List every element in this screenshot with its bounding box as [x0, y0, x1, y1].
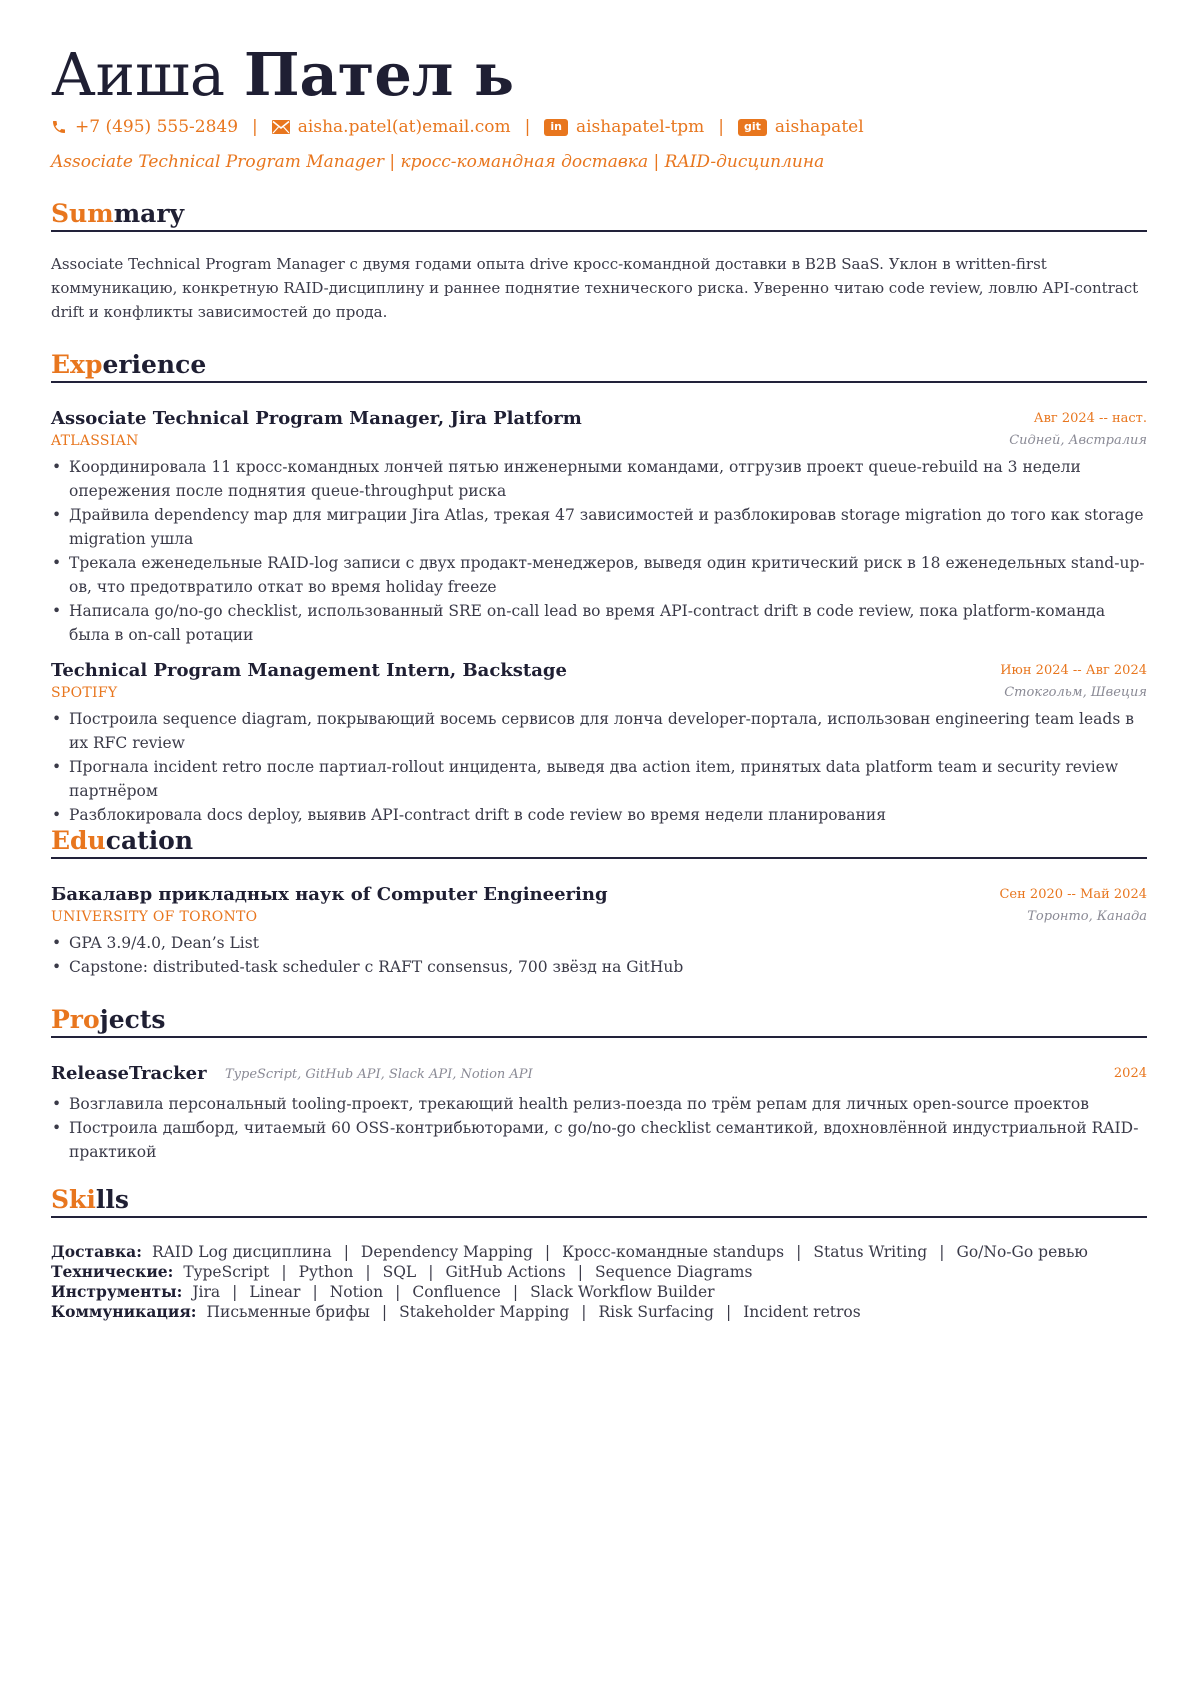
skill-item: Slack Workflow Builder [530, 1283, 715, 1301]
tagline: Associate Technical Program Manager | кросс-командная доставка | RAID-дисциплина [51, 152, 825, 172]
git-icon: git [738, 119, 767, 136]
summary-section [51, 198, 1147, 324]
skills-section [51, 1184, 1147, 1322]
education-section [51, 825, 1147, 979]
job-role: Associate Technical Program Manager, Jira Platform [51, 408, 582, 429]
skill-item: Go/No-Go ревью [956, 1243, 1088, 1261]
job-location: Стокгольм, Швеция [1004, 685, 1147, 700]
github-text: aishapatel [774, 117, 864, 137]
project-name: ReleaseTracker [51, 1063, 207, 1084]
skill-item: GitHub Actions [445, 1263, 566, 1281]
skills-row [51, 1282, 1147, 1302]
skill-item: RAID Log дисциплина [151, 1243, 332, 1261]
skills-label: Инструменты: [51, 1282, 183, 1301]
list-item: • Драйвила dependency map для миграции Jira Atlas, трекая 47 зависимостей и разблокировав storage migration до того как storage migration ушла [51, 503, 1147, 551]
list-item: • Разблокировала docs deploy, выявив API-contract drift в code review во время недели планирования [51, 803, 1147, 827]
skills-separator: | [939, 1243, 945, 1261]
job-location: Сидней, Австралия [1009, 433, 1147, 448]
section-title: Summary [51, 198, 1147, 232]
skill-item: Incident retros [743, 1303, 861, 1321]
contact-github[interactable] [738, 117, 864, 137]
job-entry [51, 407, 1147, 647]
project-entry [51, 1062, 1147, 1164]
list-item: • Написала go/no-go checklist, использованный SRE on-call lead во время API-contract drift в code review, пока platform-команда была в on-call ротации [51, 599, 1147, 647]
skill-item: Письменные брифы [206, 1303, 370, 1321]
school: UNIVERSITY OF TORONTO [51, 909, 258, 925]
skills-row [51, 1302, 1147, 1322]
skills-label: Доставка: [51, 1242, 142, 1261]
contact-separator: | [252, 117, 258, 137]
linkedin-icon: in [544, 119, 568, 136]
job-role: Technical Program Management Intern, Backstage [51, 660, 567, 681]
skills-separator: | [512, 1283, 519, 1301]
job-date: Июн 2024 -- Авг 2024 [1000, 663, 1147, 678]
skill-item: TypeScript [183, 1263, 270, 1281]
skills-row [51, 1242, 1147, 1262]
skills-label: Технические: [51, 1262, 174, 1281]
list-item: • Координировала 11 кросс-командных лончей пятью инженерными командами, отгрузив проект queue-rebuild на 3 недели опережения после поднятия queue-throughput риска [51, 455, 1147, 503]
summary-text: Associate Technical Program Manager с двумя годами опыта drive кросс-командной доставки в B2B SaaS. Уклон в written-first коммуникацию, конкретную RAID-дисциплину и раннее поднятие технического риска. Уверенно читаю code review, ловлю API-contract drift и конфликты зависимостей до прода. [51, 255, 1139, 321]
phone-text: +7 (495) 555-2849 [75, 117, 239, 137]
project-bullets [51, 1092, 1147, 1164]
job-bullets [51, 707, 1147, 827]
skills-separator: | [796, 1243, 802, 1261]
section-title: Experience [51, 349, 1147, 383]
skill-item: Confluence [412, 1283, 501, 1301]
job-company: SPOTIFY [51, 685, 118, 701]
contact-phone[interactable] [51, 117, 238, 137]
skills-separator: | [381, 1303, 388, 1321]
section-title: Projects [51, 1004, 1147, 1038]
skills-separator: | [312, 1283, 318, 1301]
education-date: Сен 2020 -- Май 2024 [999, 887, 1147, 902]
skills-separator: | [281, 1263, 287, 1281]
email-text: aisha.patel(at)email.com [297, 117, 511, 137]
education-entry [51, 883, 1147, 979]
linkedin-text: aishapatel-tpm [575, 117, 705, 137]
skill-item: Risk Surfacing [598, 1303, 714, 1321]
project-tech: TypeScript, GitHub API, Slack API, Notion API [225, 1067, 533, 1082]
skills-separator: | [232, 1283, 238, 1301]
skills-separator: | [395, 1283, 401, 1301]
skill-item: Sequence Diagrams [594, 1263, 753, 1281]
list-item: • Трекала еженедельные RAID-log записи с двух продакт-менеджеров, выведя один критический риск в 18 еженедельных stand-up-ов, что предотвратило откат во время holiday freeze [51, 551, 1147, 599]
skill-item: SQL [382, 1263, 417, 1281]
degree: Бакалавр прикладных наук of Computer Engineering [51, 884, 608, 905]
project-date: 2024 [1113, 1066, 1147, 1081]
job-date: Авг 2024 -- наст. [1033, 411, 1147, 426]
experience-section [51, 349, 1147, 827]
skills-separator: | [581, 1303, 587, 1321]
skills-separator: | [725, 1303, 732, 1321]
skills-list [51, 1242, 1147, 1322]
list-item: • GPA 3.9/4.0, Dean’s List [51, 931, 1147, 955]
skill-item: Stakeholder Mapping [399, 1303, 570, 1321]
skill-item: Кросс-командные standups [562, 1243, 785, 1261]
education-location: Торонто, Канада [1027, 909, 1147, 924]
section-title: Skills [51, 1184, 1147, 1218]
list-item: • Прогнала incident retro после партиал-rollout инцидента, выведя два action item, принятых data platform team и security review партнёром [51, 755, 1147, 803]
skill-item: Notion [329, 1283, 384, 1301]
job-entry [51, 659, 1147, 827]
envelope-icon [272, 120, 290, 134]
skills-separator: | [343, 1243, 349, 1261]
skills-separator: | [544, 1243, 551, 1261]
skill-item: Python [298, 1263, 354, 1281]
first-name: Аиша [51, 40, 226, 109]
skills-row [51, 1262, 1147, 1282]
skills-label: Коммуникация: [51, 1302, 197, 1321]
list-item: • Возглавила персональный tooling-проект, трекающий health релиз-поезда по трём репам для личных open-source проектов [51, 1092, 1147, 1116]
last-name: Пател ь [243, 40, 515, 109]
list-item: • Построила дашборд, читаемый 60 OSS-контрибьюторами, с go/no-go checklist семантикой, вдохновлённой индустриальной RAID-практикой [51, 1116, 1147, 1164]
contact-bar [51, 114, 864, 140]
candidate-name [51, 38, 514, 112]
contact-email[interactable] [272, 117, 511, 137]
skill-item: Linear [249, 1283, 301, 1301]
skill-item: Dependency Mapping [360, 1243, 533, 1261]
list-item: • Построила sequence diagram, покрывающий восемь сервисов для лонча developer-портала, использован engineering team leads в их RFC review [51, 707, 1147, 755]
section-title: Education [51, 825, 1147, 859]
contact-separator: | [524, 117, 531, 137]
skills-separator: | [577, 1263, 583, 1281]
list-item: • Capstone: distributed-task scheduler с RAFT consensus, 700 звёзд на GitHub [51, 955, 1147, 979]
job-bullets [51, 455, 1147, 647]
job-company: ATLASSIAN [51, 433, 139, 449]
skill-item: Status Writing [813, 1243, 928, 1261]
skills-separator: | [428, 1263, 434, 1281]
contact-separator: | [718, 117, 725, 137]
phone-icon [51, 119, 67, 135]
education-bullets [51, 931, 1147, 979]
contact-linkedin[interactable] [544, 117, 704, 137]
skills-separator: | [365, 1263, 371, 1281]
skill-item: Jira [192, 1283, 221, 1301]
projects-section [51, 1004, 1147, 1164]
